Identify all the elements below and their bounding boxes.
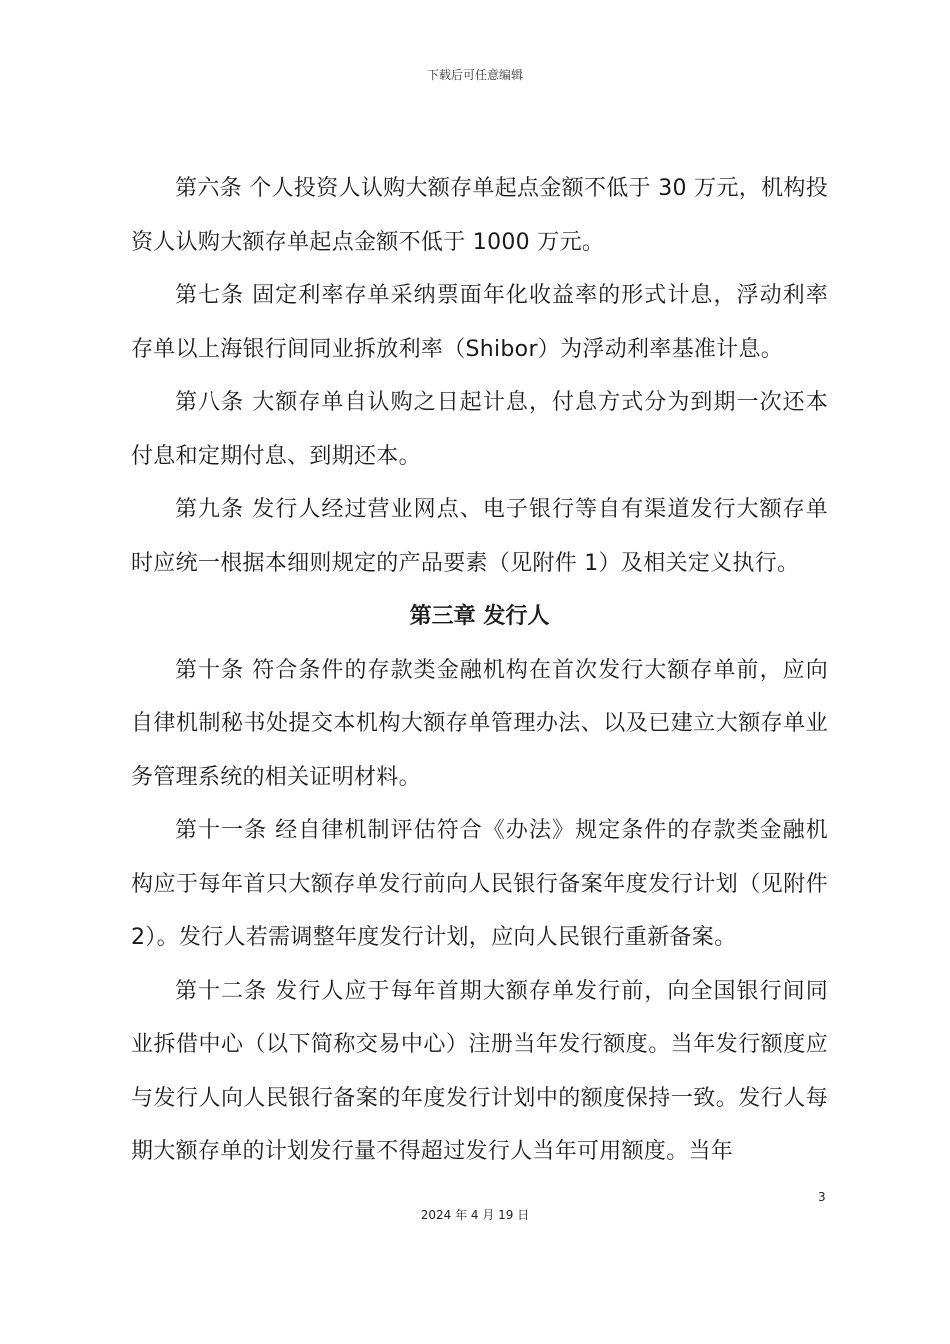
page-header: 下载后可任意编辑 [426, 68, 523, 82]
article-6: 第六条 个人投资人认购大额存单起点金额不低于 30 万元，机构投资人认购大额存单起点金额不低于 1000 万元。 [131, 176, 828, 255]
chapter-title: 第三章 发行人 [409, 604, 550, 629]
article-11: 第十一条 经自律机制评估符合《办法》规定条件的存款类金融机构应于每年首只大额存单发行前向人民银行备案年度发行计划（见附件 2）。发行人若需调整年度发行计划，应向人民银行重新备案。 [131, 818, 828, 950]
article-8: 第八条 大额存单自认购之日起计息，付息方式分为到期一次还本付息和定期付息、到期还本。 [131, 390, 828, 469]
page-number: 3 [818, 1190, 826, 1204]
article-10: 第十条 符合条件的存款类金融机构在首次发行大额存单前，应向自律机制秘书处提交本机构大额存单管理办法、以及已建立大额存单业务管理系统的相关证明材料。 [131, 657, 828, 790]
article-12: 第十二条 发行人应于每年首期大额存单发行前，向全国银行间同业拆借中心（以下简称交易中心）注册当年发行额度。当年发行额度应与发行人向人民银行备案的年度发行计划中的额度保持一致。发行人每期大额存单的计划发行量不得超过发行人当年可用额度。当年 [131, 978, 828, 1164]
article-7: 第七条 固定利率存单采纳票面年化收益率的形式计息，浮动利率存单以上海银行间同业拆放利率（Shibor）为浮动利率基准计息。 [131, 283, 828, 362]
page-footer-date: 2024 年 4 月 19 日 [420, 1208, 530, 1222]
article-9: 第九条 发行人经过营业网点、电子银行等自有渠道发行大额存单时应统一根据本细则规定的产品要素（见附件 1）及相关定义执行。 [131, 497, 828, 576]
document-body [131, 162, 828, 1179]
